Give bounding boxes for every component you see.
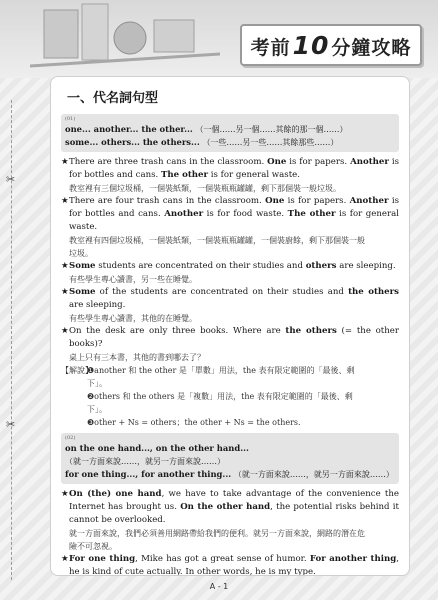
phrase-line: （就一方面來說……，就另一方面來說……） bbox=[65, 457, 225, 466]
phrase-number: (02) bbox=[65, 435, 76, 441]
section-title: 一、代名詞句型 bbox=[67, 91, 159, 106]
content-panel bbox=[50, 76, 410, 576]
example-chinese: 有些學生專心讀書，另一些在睡覺。 bbox=[69, 275, 197, 284]
star-bullet-icon: ★ bbox=[61, 489, 69, 499]
phrase-line: some... others... the others... （一些……另一些……其餘那些……） bbox=[65, 137, 339, 147]
star-bullet-icon: ★ bbox=[61, 157, 69, 167]
example-english: There are four trash cans in the classroom. One is for papers. Another is for bottles and cans. Another is for food waste. The other is for general waste. bbox=[69, 196, 399, 232]
example-chinese: 桌上只有三本書，其他的書到哪去了？ bbox=[69, 353, 205, 362]
example-entry bbox=[61, 260, 399, 286]
explanation-note: 下」。 bbox=[87, 405, 107, 414]
example-entry bbox=[61, 325, 399, 364]
example-list-01 bbox=[61, 156, 399, 364]
example-english: For one thing, Mike has got a great sense of humor. For another thing, he is kind of cute actually. In other words, he is my type. bbox=[69, 554, 399, 576]
example-entry bbox=[61, 488, 399, 553]
example-chinese: 就一方面來說，我們必須善用網路帶給我們的便利。就另一方面來說，網路的潛在危 bbox=[69, 529, 365, 538]
example-english: Some students are concentrated on their studies and others are sleeping. bbox=[69, 261, 396, 271]
example-chinese: 險不可忽視。 bbox=[69, 542, 117, 551]
example-chinese: 教室裡有三個垃圾桶，一個裝紙類，一個裝瓶瓶罐罐，剩下那個裝一般垃圾。 bbox=[69, 184, 341, 193]
phrase-line: on the one hand..., on the other hand... bbox=[65, 443, 249, 453]
example-english: On the desk are only three books. Where are the others (= the other books)? bbox=[69, 326, 399, 349]
phrase-box-01 bbox=[61, 114, 399, 152]
explanation-note: ❸other + Ns = others；the other + Ns = the others. bbox=[87, 418, 301, 427]
phrase-number: (01) bbox=[65, 116, 76, 122]
explanation-note: ❷others 和 the others 是「複數」用法，the 表有限定範圍的「最後、剩 bbox=[87, 392, 353, 401]
star-bullet-icon: ★ bbox=[61, 261, 69, 271]
page-number: A - 1 bbox=[209, 582, 229, 591]
page-title: 考前10 分鐘攻略 bbox=[250, 30, 412, 60]
star-bullet-icon: ★ bbox=[61, 554, 69, 564]
example-chinese: 有些學生專心讀書，其他的在睡覺。 bbox=[69, 314, 197, 323]
example-entry bbox=[61, 195, 399, 260]
cut-line bbox=[11, 100, 12, 580]
example-entry bbox=[61, 553, 399, 576]
phrase-line: for one thing..., for another thing... （就一方面來說……，就另一方面來說……） bbox=[65, 469, 394, 479]
title-badge bbox=[240, 24, 422, 66]
example-list-02 bbox=[61, 488, 399, 576]
example-english: On (the) one hand, we have to take advantage of the convenience the Internet has brought us. On the other hand, the potential risks behind it cannot be overlooked. bbox=[69, 489, 399, 525]
explanation-note: 下」。 bbox=[87, 379, 107, 388]
example-english: There are three trash cans in the classroom. One is for papers. Another is for bottles and cans. The other is for general waste. bbox=[69, 157, 400, 180]
scissors-icon: ✂ bbox=[6, 173, 16, 186]
star-bullet-icon: ★ bbox=[61, 326, 69, 336]
example-english: Some of the students are concentrated on their studies and the others are sleeping. bbox=[69, 287, 399, 310]
star-bullet-icon: ★ bbox=[61, 196, 69, 206]
stationery-illustration bbox=[30, 2, 220, 74]
star-bullet-icon: ★ bbox=[61, 287, 69, 297]
example-chinese: 教室裡有四個垃圾桶，一個裝紙類，一個裝瓶瓶罐罐，一個裝廚餘，剩下那個裝一般 bbox=[69, 236, 365, 245]
example-chinese: 垃圾。 bbox=[69, 249, 93, 258]
explanation-note: 【解說】 ❶another 和 the other 是「單數」用法，the 表有限定範圍的「最後、剩 bbox=[61, 366, 355, 375]
example-entry bbox=[61, 156, 399, 195]
scissors-icon-lower: ✂ bbox=[6, 418, 16, 431]
phrase-box-02 bbox=[61, 433, 399, 484]
phrase-line: one... another... the other... （一個……另一個……其餘的那一個……） bbox=[65, 124, 348, 134]
example-entry bbox=[61, 286, 399, 325]
